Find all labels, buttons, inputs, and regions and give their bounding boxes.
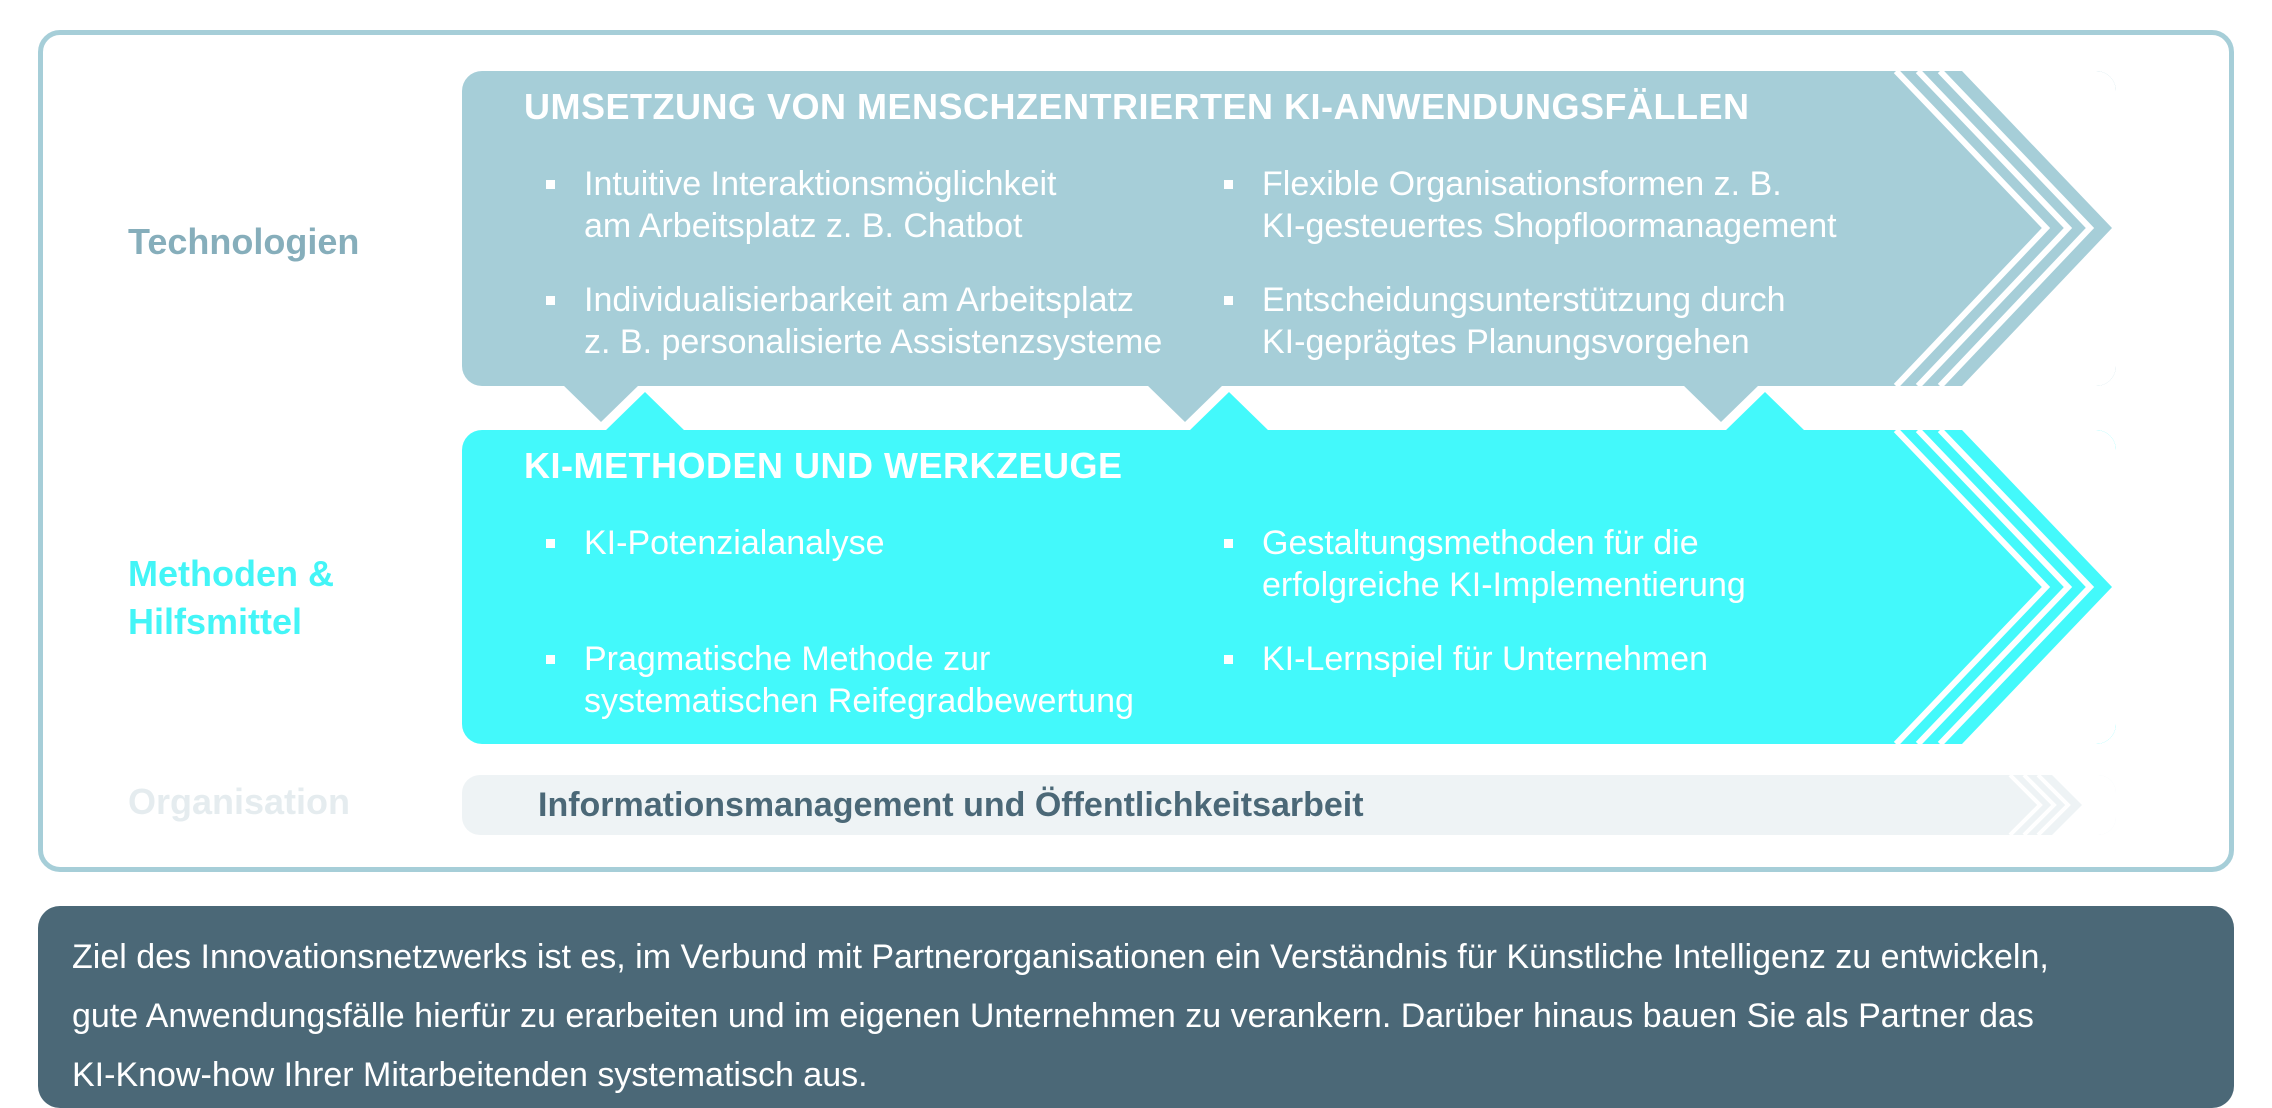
label-organisation: Organisation [128, 781, 351, 822]
methods-item-4: KI-Lernspiel für Unternehmen [1202, 638, 1902, 680]
methods-item-1: KI-Potenzialanalyse [524, 522, 1224, 564]
band-technologies-title: UMSETZUNG VON MENSCHZENTRIERTEN KI-ANWENDUNGSFÄLLEN [524, 86, 1750, 127]
label-technologies: Technologien [128, 221, 360, 262]
methods-item-2: Gestaltungsmethoden für die erfolgreiche KI-Implementierung [1202, 522, 1902, 606]
band-organisation [462, 775, 2116, 835]
info-box [38, 906, 2234, 1108]
tech-item-1: Intuitive Interaktionsmöglichkeit am Arbeitsplatz z. B. Chatbot [524, 163, 1224, 247]
band-methods [462, 430, 2116, 744]
label-methods-line1: Methoden & [128, 553, 334, 594]
band-connectors [0, 0, 2272, 500]
band-organisation-text: Informationsmanagement und Öffentlichkeitsarbeit [538, 786, 1364, 824]
chevron-arrow-icon [1876, 430, 2116, 744]
label-methods [128, 550, 334, 646]
info-line-3: KI-Know-how Ihrer Mitarbeitenden systematisch aus. [72, 1056, 868, 1094]
info-line-1: Ziel des Innovationsnetzwerks ist es, im Verbund mit Partnerorganisationen ein Verständnis für Künstliche Intelligenz zu entwickeln, [72, 938, 2049, 976]
tech-item-2: Flexible Organisationsformen z. B. KI-gesteuertes Shopfloormanagement [1202, 163, 1902, 247]
band-methods-title: KI-METHODEN UND WERKZEUGE [524, 445, 1123, 486]
label-methods-line2: Hilfsmittel [128, 601, 303, 642]
methods-item-3: Pragmatische Methode zur systematischen Reifegradbewertung [524, 638, 1224, 722]
info-line-2: gute Anwendungsfälle hierfür zu erarbeiten und im eigenen Unternehmen zu verankern. Darüber hinaus bauen Sie als Partner das [72, 997, 2034, 1035]
chevron-arrow-icon [2006, 775, 2116, 835]
tech-item-3: Individualisierbarkeit am Arbeitsplatz z. B. personalisierte Assistenzsysteme [524, 279, 1224, 363]
tech-item-4: Entscheidungsunterstützung durch KI-geprägtes Planungsvorgehen [1202, 279, 1902, 363]
